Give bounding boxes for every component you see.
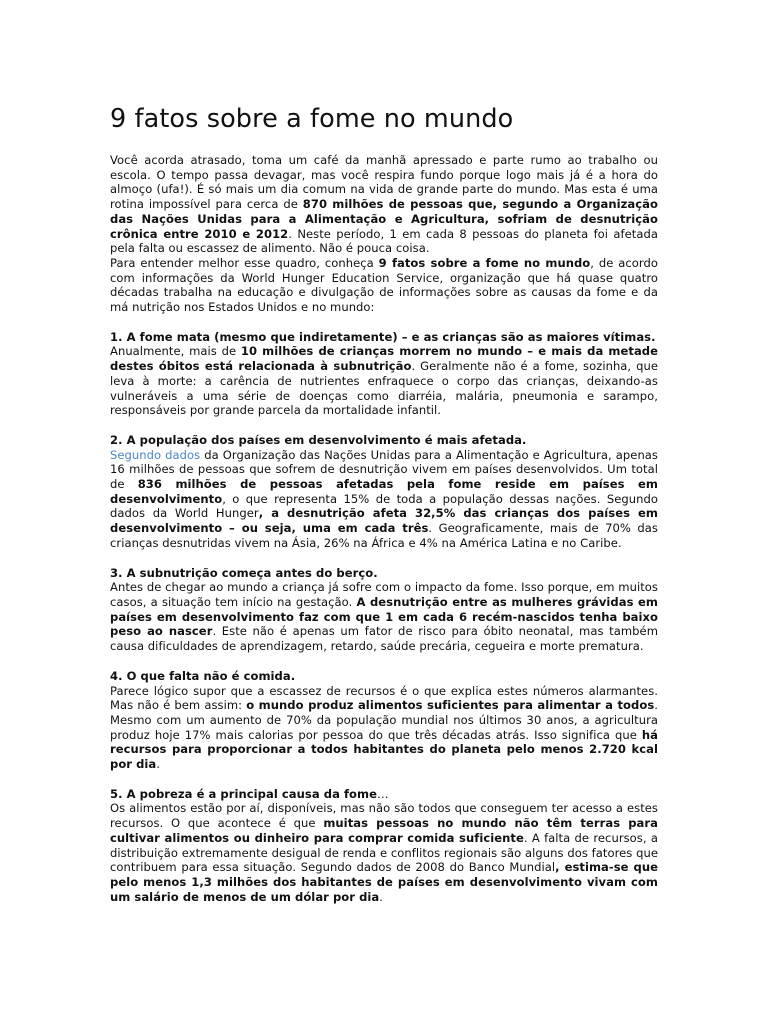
fact-4-text xyxy=(110,684,658,772)
article-title: 9 fatos sobre a fome no mundo xyxy=(110,104,514,134)
intro-paragraph-1 xyxy=(110,153,658,256)
text: . A falta de recursos, a distribuição extremamente desigual de renda e conflitos regionais são alguns dos fatores que contribuem para essa situação. Segundo dados de 2008 do Banco Mundial xyxy=(110,830,658,875)
bold-text: , estima-se que pelo menos 1,3 milhões dos habitantes de países em desenvolvimento vivam com um salário de menos de um dólar por dia xyxy=(110,860,658,904)
text: . Geralmente não é a fome, sozinha, que leva à morte: a carência de nutrientes enfraquece o corpo das crianças, deixando-as vulneráveis a uma série de doenças como diarréia, malária, pneumonia e sarampo, responsáveis por grande parcela da mortalidade infantil. xyxy=(110,359,658,418)
text: da Organização das Nações Unidas para a Alimentação e Agricultura, apenas 16 milhões de pessoas que sofrem de desnutrição vivem em países desenvolvidos. Um total de xyxy=(110,447,658,492)
bold-text: muitas pessoas no mundo não têm terras para cultivar alimentos ou dinheiro para comprar comida suficiente xyxy=(110,816,658,845)
text: , de acordo com informações da World Hunger Education Service, organização que há quase quatro décadas trabalha na educação e divulgação de informações sobre as causas da fome e da má nutrição nos Estados Unidos e no mundo: xyxy=(110,255,658,315)
bold-text: A desnutrição entre as mulheres grávidas em países em desenvolvimento faz com que 1 em cada 6 recém-nascidos tenha baixo peso ao nascer xyxy=(110,594,658,639)
fact-4-heading: 4. O que falta não é comida. xyxy=(110,668,296,683)
text: Anualmente, mais de xyxy=(110,344,241,359)
fact-1-text xyxy=(110,344,658,418)
bold-text: 836 milhões de pessoas afetadas pela fome reside em países em desenvolvimento xyxy=(110,477,658,506)
text: . Geograficamente, mais de 70% das crianças desnutridas vivem na Ásia, 26% na África e 4% na América Latina e no Caribe. xyxy=(110,521,658,550)
bold-text: , a desnutrição afeta 32,5% das crianças dos países em desenvolvimento – ou seja, uma em cada três xyxy=(110,506,659,536)
bold-text: 870 milhões de pessoas que, segundo a Organização das Nações Unidas para a Alimentação e Agricultura, sofriam de desnutrição crônica entre 2010 e 2012 xyxy=(110,197,658,241)
bold-text: 10 milhões de crianças morrem no mundo – e mais da metade destes óbitos está relacionada à subnutrição xyxy=(110,344,658,374)
intro-paragraph-2 xyxy=(110,256,658,315)
text: Antes de chegar ao mundo a criança já sofre com o impacto da fome. Isso porque, em muitos casos, a situação tem início na gestação. xyxy=(110,580,658,609)
text: Parece lógico supor que a escassez de recursos é o que explica estes números alarmantes. Mas não é bem assim: xyxy=(110,683,658,713)
fact-2-heading: 2. A população dos países em desenvolvimento é mais afetada. xyxy=(110,432,527,447)
heading-text: 5. A pobreza é a principal causa da fome xyxy=(110,786,377,801)
text: Para entender melhor esse quadro, conheça xyxy=(110,255,379,270)
text: . Este não é apenas um fator de risco para óbito neonatal, mas também causa dificuldades de aprendizagem, retardo, saúde precária, cegueira e morte prematura. xyxy=(110,624,658,654)
bold-text: 9 fatos sobre a fome no mundo xyxy=(378,255,591,270)
fact-3-text xyxy=(110,580,658,654)
text: Os alimentos estão por aí, disponíveis, mas não são todos que conseguem ter acesso a estes recursos. O que acontece é que xyxy=(110,801,658,831)
fact-3-heading: 3. A subnutrição começa antes do berço. xyxy=(110,565,378,580)
text: . Neste período, 1 em cada 8 pessoas do planeta foi afetada pela falta ou escassez de alimento. Não é pouca coisa. xyxy=(110,226,658,256)
text: Você acorda atrasado, toma um café da manhã apressado e parte rumo ao trabalho ou escola. O tempo passa devagar, mas você respira fundo porque logo mais já é a hora do almoço (ufa!). É só mais um dia comum na vida de grande parte do mundo. Mas esta é uma rotina impossível para cerca de xyxy=(110,153,658,212)
text: . xyxy=(156,757,161,772)
fact-2-text xyxy=(110,448,658,551)
bold-text: o mundo produz alimentos suficientes para alimentar a todos xyxy=(246,698,655,713)
text: . xyxy=(379,889,383,904)
bold-text: há recursos para proporcionar a todos habitantes do planeta pelo menos 2.720 kcal por dia xyxy=(110,727,658,772)
fact-5-text xyxy=(110,801,658,904)
text: . Mesmo com um aumento de 70% da população mundial nos últimos 30 anos, a agricultura produz hoje 17% mais calorias por pessoa do que três décadas atrás. Isso significa que xyxy=(110,698,658,742)
segundo-dados-link[interactable]: Segundo dados xyxy=(110,447,201,462)
fact-5-heading xyxy=(110,787,658,802)
article-body xyxy=(110,153,658,904)
fact-1-heading: 1. A fome mata (mesmo que indiretamente) – e as crianças são as maiores vítimas. xyxy=(110,329,656,344)
ellipsis: … xyxy=(377,786,389,801)
text: , o que representa 15% de toda a população dessas nações. Segundo dados da World Hunger xyxy=(110,491,658,521)
